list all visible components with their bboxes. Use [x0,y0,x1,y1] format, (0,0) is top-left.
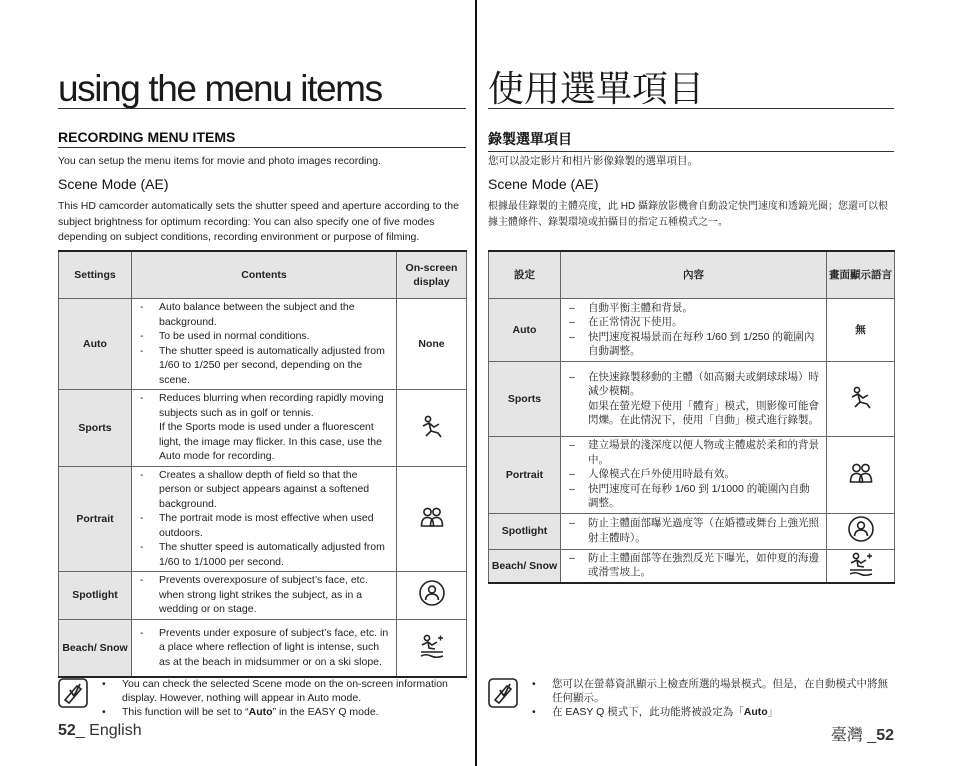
contents-line: – 防止主體面部等在強烈反光下曝光，如仲夏的海邊或滑雪坡上。 [565,551,820,580]
contents-line: 如果在螢光燈下使用「體育」模式，則影像可能會閃爍。在此情況下，使用「自動」模式進行錄製。 [588,399,819,426]
display-text: None [397,299,467,390]
display-icon-cell [827,549,895,583]
contents-line: – 人像模式在戶外使用時最有效。 [565,467,820,482]
notes-list [532,677,894,719]
display-icon-cell [397,390,467,467]
note-item: • 在 EASY Q 模式下，此功能將被設定為「Auto」 [532,705,894,719]
row-sports [489,362,895,437]
row-auto [59,299,467,390]
scene-mode-description: 根據最佳錄製的主體亮度，此 HD 攝錄放影機會自動設定快門速度和透鏡光圈；您還可以根據主體條件、錄製環境或拍攝目的指定五種模式之一。 [488,201,888,228]
sports-mode-icon [419,413,445,439]
footer-language: _ English [75,722,142,739]
contents-line: – 在正常情況下使用。 [565,315,820,330]
setting-name: Sports [489,362,561,437]
display-icon-cell [827,437,895,514]
contents-line: – 在快速錄製移動的主體（如高爾夫或網球球場）時減少模糊。 [565,370,820,399]
notes-list [102,677,466,719]
setting-contents [132,619,397,677]
setting-name: Sports [59,390,132,467]
scene-mode-table [488,250,895,584]
header-settings: 設定 [489,251,561,299]
page-footer [58,722,142,740]
header-on-screen-display: 畫面顯示語言 [827,251,895,299]
contents-line: – 自動平衡主體和背景。 [565,301,820,316]
row-portrait [489,437,895,514]
setting-contents [561,513,827,549]
scene-mode-description: This HD camcorder automatically sets the shutter speed and aperture according to the subject brightness for optimum recording: You can also specify one of five modes depending on subject conditions, recording environment or purpose of filming. [58,200,459,243]
section-heading: RECORDING MENU ITEMS [58,129,466,148]
section-heading: 錄製選單項目 [488,129,894,152]
contents-line: - Reduces blurring when recording rapidly moving subjects such as in golf or tennis. [136,391,390,420]
setting-name: Beach/ Snow [59,619,132,677]
display-text: 無 [827,299,895,362]
contents-line: - The shutter speed is automatically adjusted from 1/60 to 1/250 per second, depending on the scene. [136,344,390,388]
sports-mode-icon [848,384,874,410]
setting-name: Portrait [59,466,132,572]
setting-contents [561,549,827,583]
portrait-mode-icon [848,460,874,486]
contents-line: - Prevents overexposure of subject’s face, etc. when strong light strikes the subject, as in a wedding or on stage. [136,573,390,617]
contents-line: – 快門速度可在每秒 1/60 到 1/1000 的範圍內自動調整。 [565,482,820,511]
subsection-heading: Scene Mode (AE) [488,176,599,192]
display-icon-cell [827,513,895,549]
row-sports [59,390,467,467]
note-icon [488,678,518,708]
page-footer [831,722,894,745]
setting-name: Beach/ Snow [489,549,561,583]
page-title: 使用選單項目 [488,70,894,109]
contents-line: – 建立場景的淺深度以便人物或主體處於柔和的背景中。 [565,438,820,467]
contents-line: If the Sports mode is used under a fluorescent light, the image may flicker. In this case, use the Auto mode for recording. [159,421,382,462]
row-portrait [59,466,467,572]
section-intro: 您可以設定影片和相片影像錄製的選單項目。 [488,155,698,167]
setting-contents [561,362,827,437]
note-icon [58,678,88,708]
table-header-row [489,251,895,299]
beach-snow-mode-icon [418,633,446,659]
row-beach-snow [489,549,895,583]
setting-contents [561,299,827,362]
contents-line: – 快門速度視場景而在每秒 1/60 到 1/250 的範圍內自動調整。 [565,330,820,359]
english-page [58,0,466,766]
setting-name: Auto [59,299,132,390]
scene-mode-table [58,250,467,678]
footer-language: 臺灣 _ [830,727,877,744]
page-divider [475,0,477,766]
page-number: 52 [876,727,894,744]
spotlight-mode-icon [847,515,875,543]
contents-line: - The shutter speed is automatically adjusted from 1/60 to 1/1000 per second. [136,540,390,569]
portrait-mode-icon [419,504,445,530]
setting-name: Spotlight [59,572,132,620]
contents-line: - To be used in normal conditions. [136,329,390,344]
contents-line: - The portrait mode is most effective when used outdoors. [136,511,390,540]
note-item: • 您可以在螢幕資訊顯示上檢查所選的場景模式。但是，在自動模式中將無任何顯示。 [532,677,894,705]
chinese-page [488,0,894,766]
contents-line: - Creates a shallow depth of field so that the person or subject appears against a softened background. [136,468,390,512]
section-intro: You can setup the menu items for movie and photo images recording. [58,155,381,167]
setting-name: Portrait [489,437,561,514]
subsection-heading: Scene Mode (AE) [58,176,169,192]
contents-line: - Prevents under exposure of subject’s face, etc. in a place where reflection of light is intense, such as at the beach in midsummer or on a ski slope. [136,626,390,670]
display-icon-cell [827,362,895,437]
row-spotlight [59,572,467,620]
page-title: using the menu items [58,70,466,109]
header-on-screen-display: On-screen display [397,251,467,299]
page-number: 52 [58,722,76,739]
beach-snow-mode-icon [847,551,875,577]
setting-name: Auto [489,299,561,362]
setting-contents [132,466,397,572]
setting-contents [132,299,397,390]
display-icon-cell [397,572,467,620]
header-contents: 內容 [561,251,827,299]
setting-contents [132,572,397,620]
row-beach-snow [59,619,467,677]
header-settings: Settings [59,251,132,299]
row-auto [489,299,895,362]
setting-contents [132,390,397,467]
setting-contents [561,437,827,514]
row-spotlight [489,513,895,549]
table-header-row [59,251,467,299]
spotlight-mode-icon [418,579,446,607]
header-contents: Contents [132,251,397,299]
display-icon-cell [397,466,467,572]
contents-line: – 防止主體面部曝光過度等（在婚禮或舞台上強光照射主體時）。 [565,516,820,545]
note-item: • You can check the selected Scene mode on the on-screen information display. However, nothing will appear in Auto mode. [102,677,466,705]
setting-name: Spotlight [489,513,561,549]
note-item: • This function will be set to “Auto” in the EASY Q mode. [102,705,466,719]
contents-line: - Auto balance between the subject and the background. [136,300,390,329]
display-icon-cell [397,619,467,677]
